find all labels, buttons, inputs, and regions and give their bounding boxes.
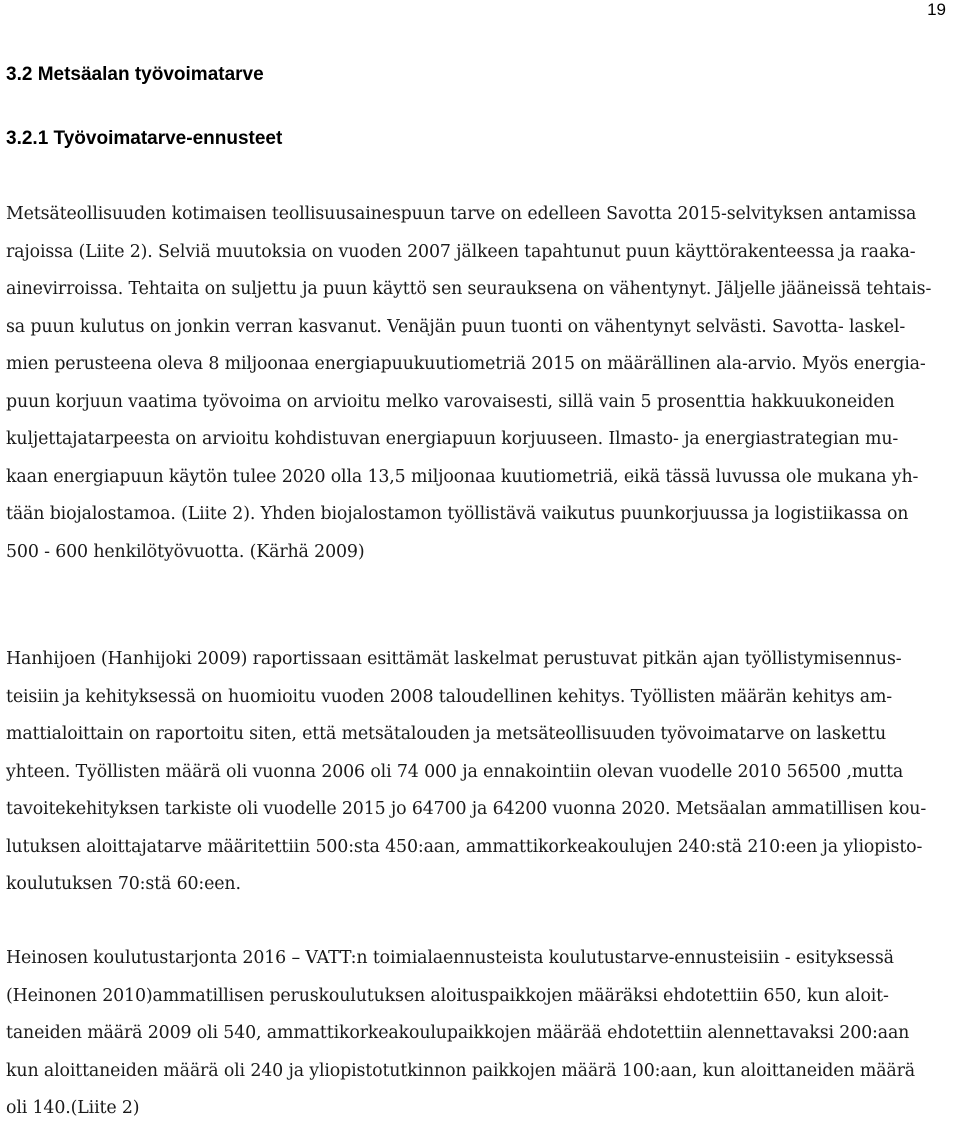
paragraph-line: rajoissa (Liite 2). Selviä muutoksia on vuoden 2007 jälkeen tapahtunut puun käyttörakenteessa ja raaka- (6, 241, 916, 262)
paragraph-line: teisiin ja kehityksessä on huomioitu vuoden 2008 taloudellinen kehitys. Työllisten määrän kehitys am- (6, 686, 893, 707)
paragraph-line: Hanhijoen (Hanhijoki 2009) raportissaan esittämät laskelmat perustuvat pitkän ajan työllistymisennus- (6, 649, 902, 669)
paragraph-line: taneiden määrä 2009 oli 540, ammattikorkeakoulupaikkojen määrää ehdotettiin alennettavaksi 200:aan (6, 1023, 910, 1043)
paragraph-line: koulutuksen 70:stä 60:een. (6, 874, 241, 894)
section-heading: 3.2 Metsäalan työvoimatarve (6, 64, 264, 85)
paragraph-line: tään biojalostamoa. (Liite 2). Yhden biojalostamon työllistävä vaikutus puunkorjuussa ja logistiikassa on (6, 504, 909, 524)
paragraph-line: oli 140.(Liite 2) (6, 1098, 140, 1118)
page-number: 19 (927, 0, 946, 19)
paragraph-line: Heinosen koulutustarjonta 2016 – VATT:n toimialaennusteista koulutustarve-ennusteisiin - esityksessä (6, 948, 894, 968)
paragraph-3 (6, 940, 950, 1128)
paragraph-line: 500 - 600 henkilötyövuotta. (Kärhä 2009) (6, 541, 365, 562)
paragraph-line: ainevirroissa. Tehtaita on suljettu ja puun käyttö sen seurauksena on vähentynyt. Jäljelle jääneissä tehtais- (6, 279, 932, 299)
paragraph-line: sa puun kulutus on jonkin verran kasvanut. Venäjän puun tuonti on vähentynyt selvästi. Savotta- laskel- (6, 316, 906, 337)
paragraph-line: kun aloittaneiden määrä oli 240 ja yliopistotutkinnon paikkojen määrä 100:aan, kun aloittaneiden määrä (6, 1060, 916, 1081)
paragraph-line: kaan energiapuun käytön tulee 2020 olla 13,5 miljoonaa kuutiometriä, eikä tässä luvussa ole mukana yh- (6, 466, 919, 487)
paragraph-line: (Heinonen 2010)ammatillisen peruskoulutuksen aloituspaikkojen määräksi ehdotettiin 650, kun aloit- (6, 985, 889, 1006)
paragraph-line: mien perusteena oleva 8 miljoonaa energiapuukuutiometriä 2015 on määrällinen ala-arvio. Myös energia- (6, 354, 926, 374)
subsection-heading: 3.2.1 Työvoimatarve-ennusteet (6, 128, 283, 149)
paragraph-line: kuljettajatarpeesta on arvioitu kohdistuvan energiapuun korjuuseen. Ilmasto- ja energiastrategian mu- (6, 429, 899, 449)
paragraph-1 (6, 196, 950, 571)
paragraph-2 (6, 641, 950, 904)
paragraph-line: lutuksen aloittajatarve määritettiin 500:sta 450:aan, ammattikorkeakoulujen 240:stä 210:een ja yliopisto- (6, 836, 923, 857)
paragraph-line: puun korjuun vaatima työvoima on arvioitu melko varovaisesti, sillä vain 5 prosenttia hakkuukoneiden (6, 391, 895, 412)
paragraph-line: tavoitekehityksen tarkiste oli vuodelle 2015 jo 64700 ja 64200 vuonna 2020. Metsäalan ammatillisen kou- (6, 799, 927, 819)
paragraph-line: mattialoittain on raportoitu siten, että metsätalouden ja metsäteollisuuden työvoimatarve on laskettu (6, 724, 887, 744)
paragraph-line: yhteen. Työllisten määrä oli vuonna 2006 oli 74 000 ja ennakointiin olevan vuodelle 2010 56500 ,mutta (6, 761, 904, 782)
paragraph-line: Metsäteollisuuden kotimaisen teollisuusainespuun tarve on edelleen Savotta 2015-selvityksen antamissa (6, 204, 917, 224)
